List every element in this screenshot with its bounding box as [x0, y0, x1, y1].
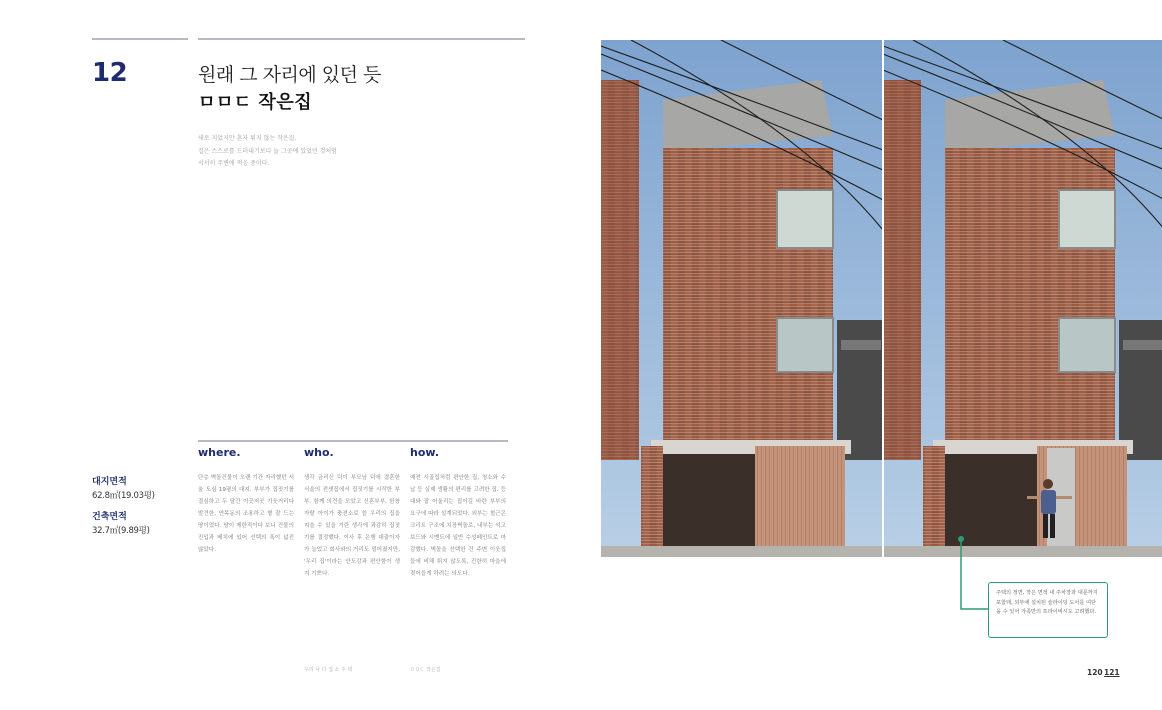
chapter-rule — [92, 38, 188, 40]
chapter-number: 12 — [92, 58, 128, 88]
how-heading: how. — [410, 446, 440, 459]
where-heading: where. — [198, 446, 241, 459]
page-number-left: 120 — [1087, 668, 1103, 677]
page-number-right: 121 — [1104, 668, 1120, 677]
building-area-label: 건축면적 — [92, 512, 127, 522]
intro-line: 집은 스스로를 드러내기보다 늘 그곳에 있었던 것처럼 — [198, 147, 337, 155]
house-photo — [601, 40, 1162, 557]
who-body: 생각 금리신 덕이 부모님 덕에 결혼한 서울의 전셋집에서 집짓기를 시작한 부부. 함께 의견을 모았고 신혼부부, 한창 자랄 아이가 충전소로 쓸 우리의 집을 지을 수 있을 거란 생각에 과감히 집짓기를 결정했다. 이사 후 은행 대출이자가 늘었고 회사와의 거리도 멀어졌지만, '우리 집'이라는 안도감과 편안함이 생겨 기쁘다. — [304, 475, 400, 577]
columns-rule — [198, 440, 508, 442]
photo-caption: 주택의 정면, 작은 면적 내 주차장과 대문까지 포함돼, 외부에 설치된 슬라이딩 도어를 여닫을 수 있어 가족만의 프라이버시도 고려했다. — [988, 582, 1108, 638]
how-body: 예전 시골집처럼 편안한 집, 청소와 수납 등 실제 생활의 편리를 고려한 집. 등대와 잘 어울리는 집이길 바란 부부의 요구에 따라 설계되었다. 외부는 철근콘크리트 구조에 치장벽돌로, 내부는 석고보드와 시멘트에 일반 수성페인트로 마감했다. 벽돌을 선택한 건 주변 이웃집들에 비해 튀지 않도록, 진한히 마을에 젖어들게 하려는 의도다. — [410, 475, 506, 577]
who-heading: who. — [304, 446, 334, 459]
footer-mid: ㅁㅁㄷ 작은집 — [410, 667, 441, 673]
spec-block — [92, 474, 155, 536]
building-area-value: 32.7㎡(9.89평) — [92, 526, 150, 536]
title-rule — [198, 38, 525, 40]
site-area-value: 62.8㎡(19.03평) — [92, 491, 155, 501]
intro-line: 서서히 주변에 적응 중이다. — [198, 160, 270, 167]
title-line1: 원래 그 자리에 있던 듯 — [198, 64, 381, 86]
intro-line: 새로 지었지만 혼자 튀지 않는 작은집. — [198, 135, 297, 142]
intro-text — [198, 133, 438, 171]
footer-left: 우리 나 다 집 소 주 택 — [304, 667, 353, 673]
where-body: 단층 벽돌건물이 오랜 기간 자리했던 서울 도심 19평의 대지. 부부가 집짓기를 결심하고 두 달간 이곳저곳 기웃거리다 발견한, 연목동의 조용하고 볕 잘 드는 땅이었다. 땅이 제한적이다 보니 건물의 진입과 배치에 있어 선택의 폭이 넓진 않았다. — [198, 475, 294, 553]
site-area-label: 대지면적 — [92, 477, 127, 487]
title-line2: ㅁㅁㄷ 작은집 — [198, 92, 313, 113]
